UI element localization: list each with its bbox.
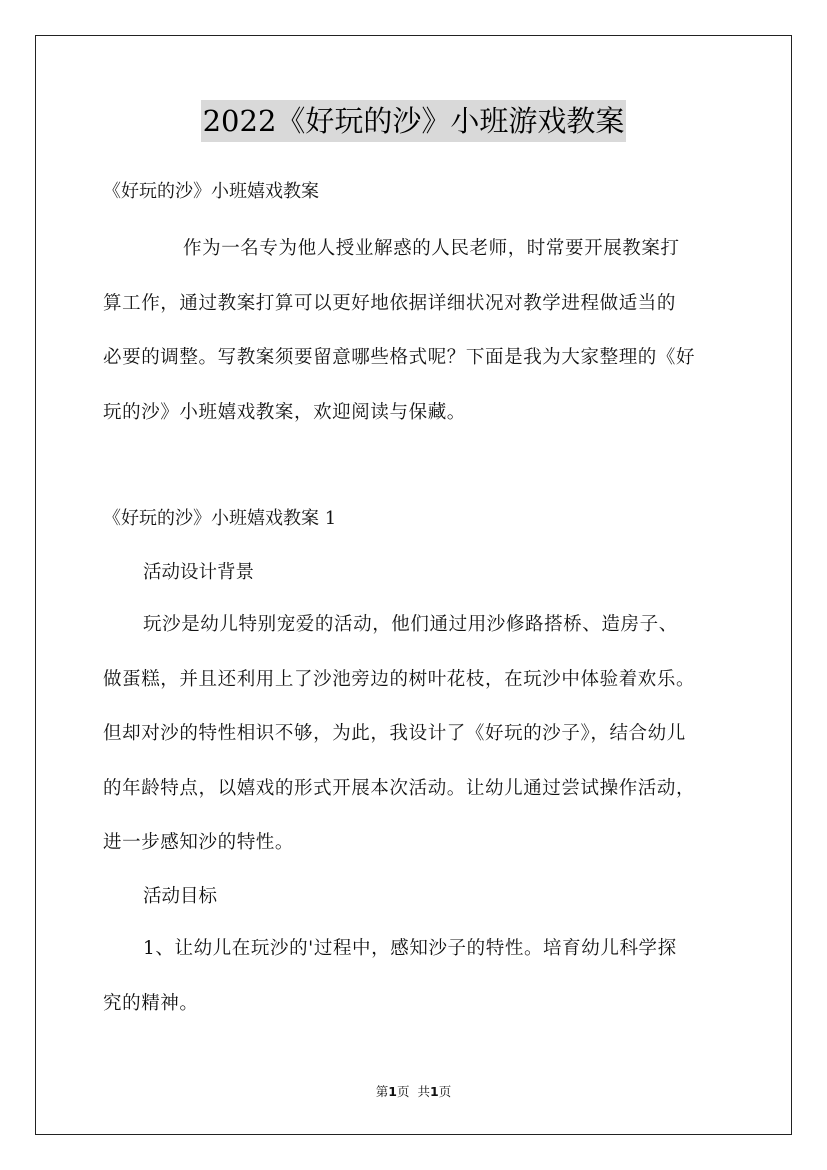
title-container: [0, 100, 827, 142]
background-line: 但却对沙的特性相识不够，为此，我设计了《好玩的沙子》，结合幼儿: [103, 723, 686, 744]
heading-goals: 活动目标: [143, 886, 218, 907]
intro-line: 玩的沙》小班嬉戏教案，欢迎阅读与保藏。: [103, 401, 466, 423]
page-footer: [0, 1083, 827, 1101]
page-prefix: 第: [375, 1084, 389, 1099]
intro-paragraph: [103, 222, 725, 440]
goal-line: 究的精神。: [103, 992, 199, 1014]
goals-paragraph: [103, 922, 725, 1031]
heading-background: 活动设计背景: [143, 562, 255, 583]
total-prefix: 共: [417, 1084, 430, 1099]
page-number: 1: [388, 1084, 397, 1099]
section-title: 《好玩的沙》小班嬉戏教案 1: [103, 508, 337, 529]
total-suffix: 页: [438, 1084, 452, 1099]
document-subtitle: 《好玩的沙》小班嬉戏教案: [103, 181, 319, 202]
background-line: 玩沙是幼儿特别宠爱的活动，他们通过用沙修路搭桥、造房子、: [143, 614, 678, 635]
background-paragraph: [103, 598, 725, 871]
intro-line: 必要的调整。写教案须要留意哪些格式呢？下面是我为大家整理的《好: [103, 347, 696, 368]
background-line: 的年龄特点，以嬉戏的形式开展本次活动。让幼儿通过尝试操作活动，: [103, 777, 696, 799]
intro-line: 作为一名专为他人授业解惑的人民老师，时常要开展教案打: [183, 238, 680, 259]
document-title: 2022《好玩的沙》小班游戏教案: [201, 100, 627, 142]
page-suffix: 页: [397, 1084, 410, 1099]
intro-line: 算工作，通过教案打算可以更好地依据详细状况对教学进程做适当的: [103, 292, 677, 314]
background-line: 进一步感知沙的特性。: [103, 832, 295, 853]
goal-line: 1、让幼儿在玩沙的'过程中，感知沙子的特性。培育幼儿科学探: [143, 938, 677, 959]
background-line: 做蛋糕，并且还利用上了沙池旁边的树叶花枝，在玩沙中体验着欢乐。: [103, 668, 696, 690]
total-pages: 1: [429, 1084, 439, 1099]
